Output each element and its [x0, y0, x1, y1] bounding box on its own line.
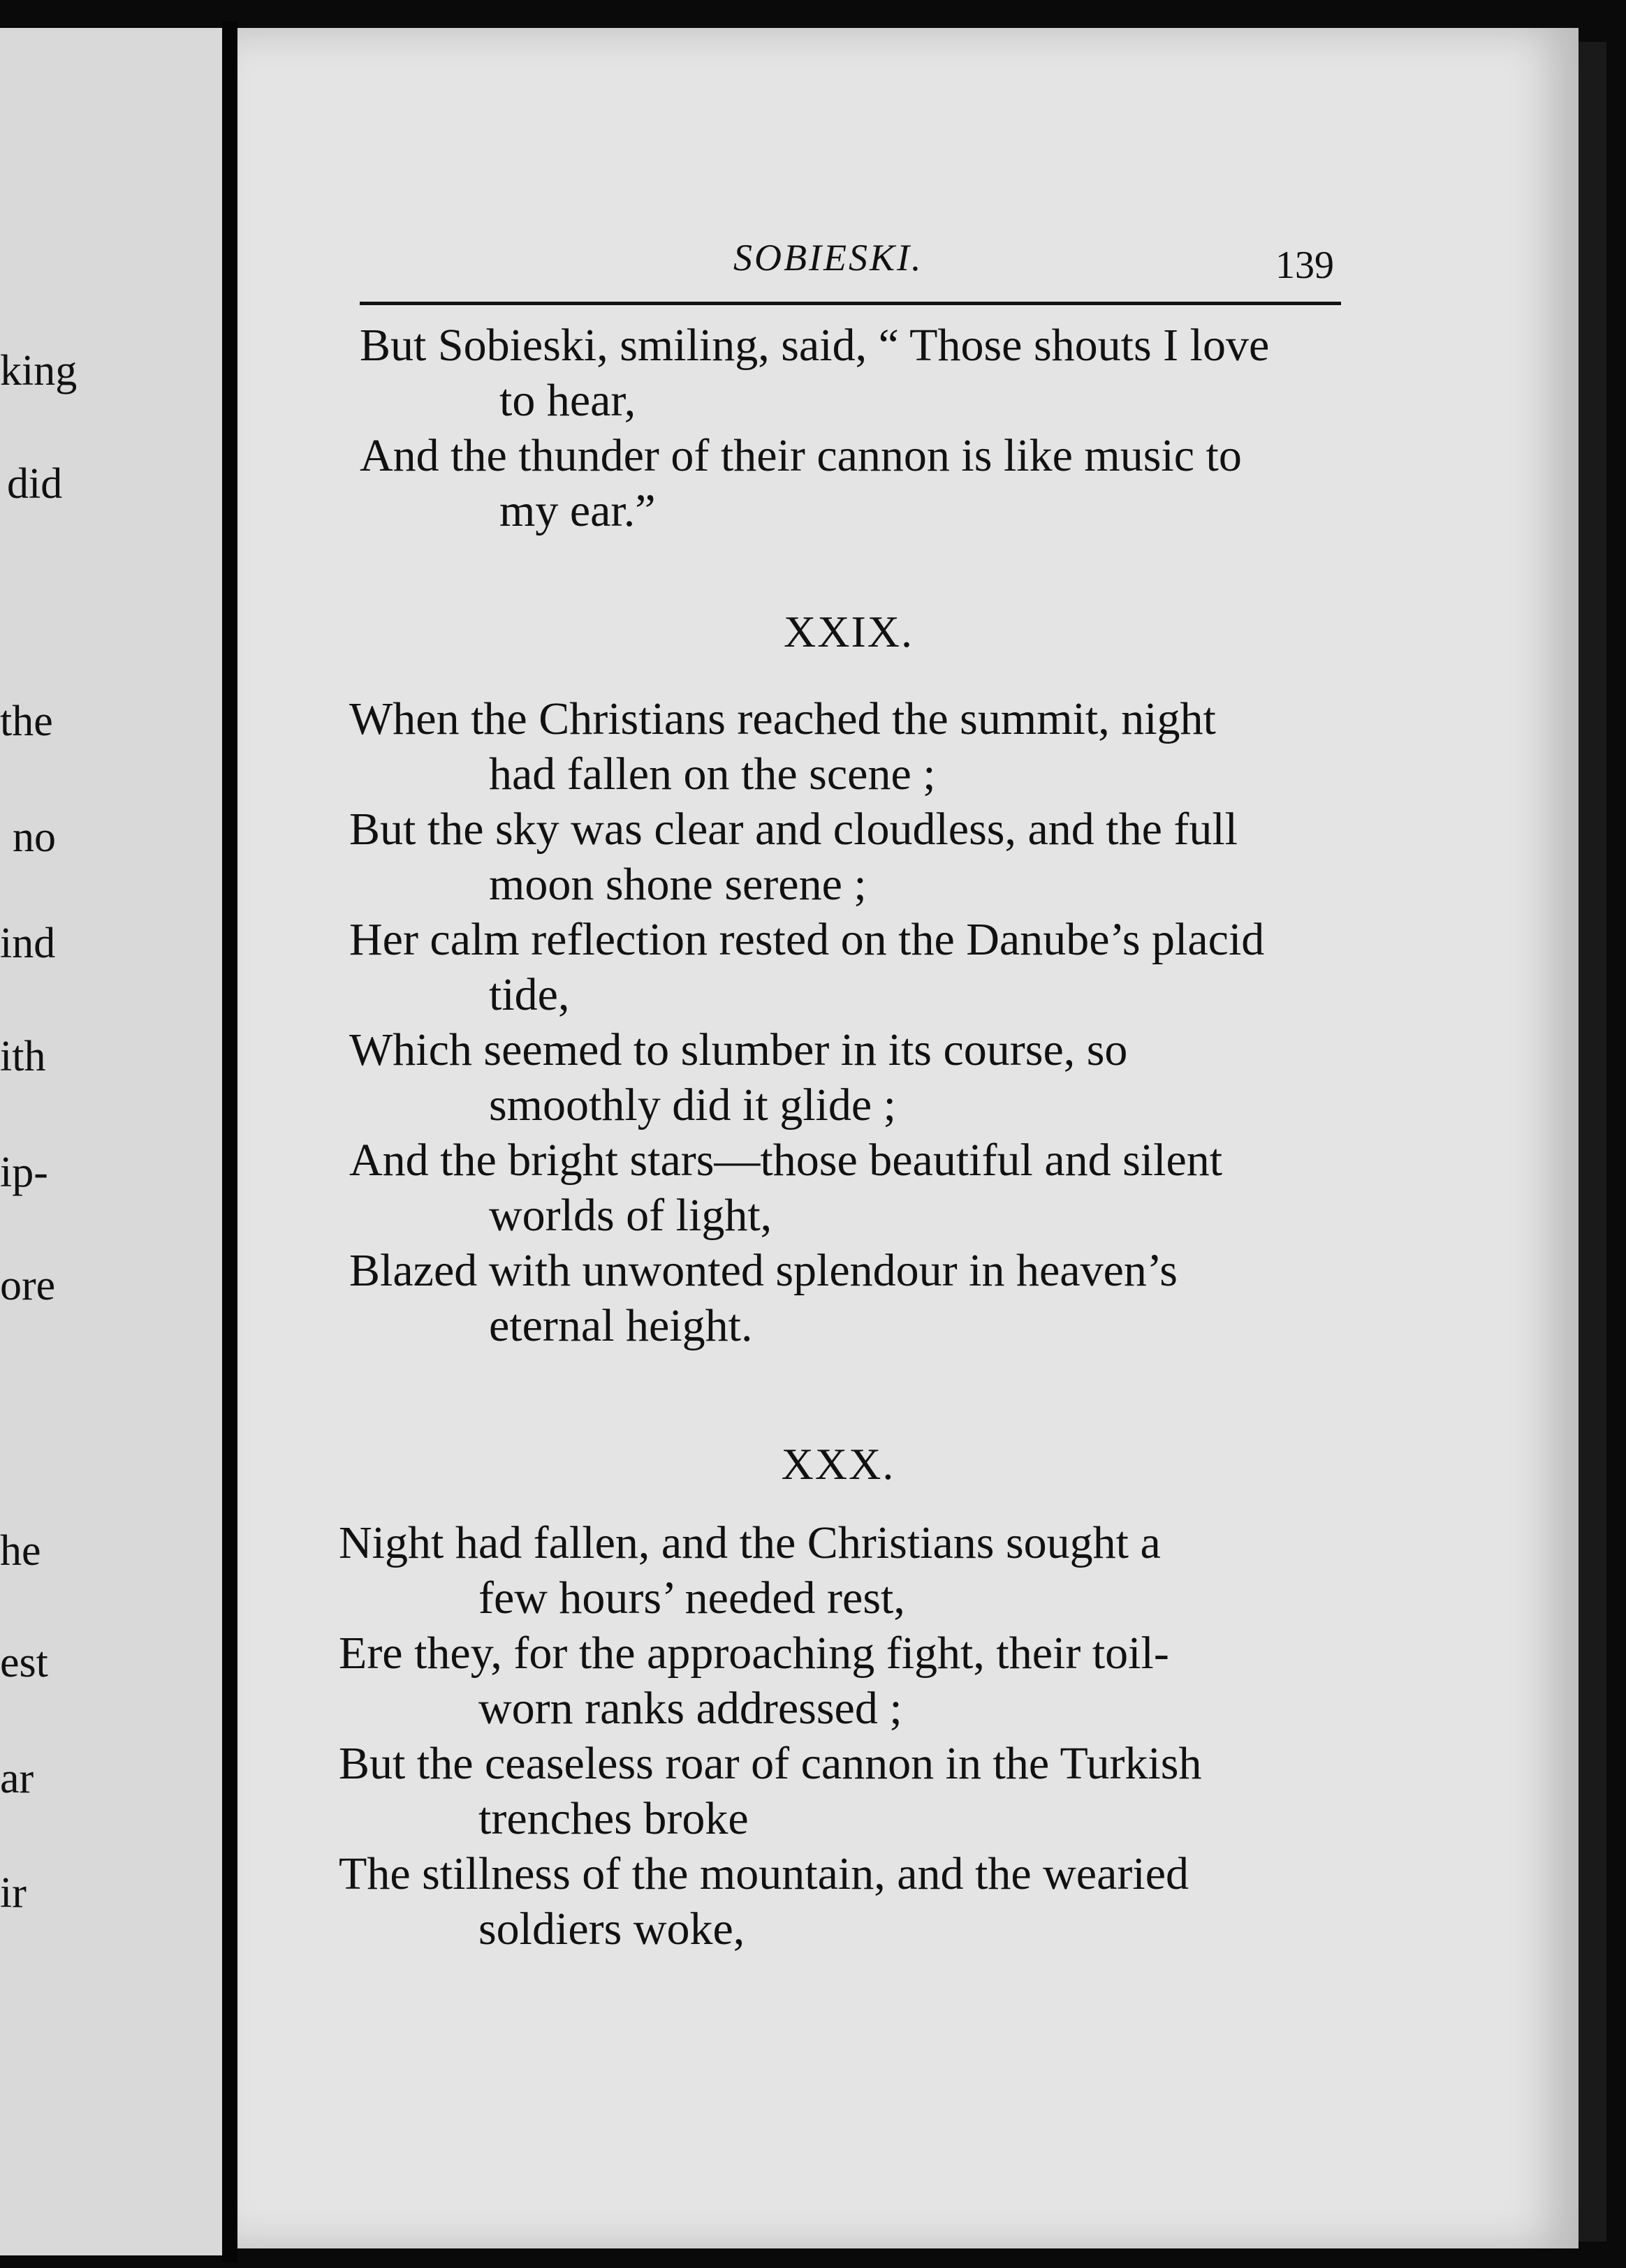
verse-line: And the thunder of their cannon is like music to	[360, 430, 1242, 481]
stanza-number: XXIX.	[784, 607, 914, 656]
verse-line-continuation: moon shone serene ;	[489, 859, 867, 910]
running-head: SOBIESKI.	[733, 237, 923, 279]
page-edge-shadow	[1579, 42, 1606, 2241]
left-page-fragment: ar	[0, 1755, 34, 1802]
left-page-edge	[0, 28, 222, 2255]
verse-line: And the bright stars—those beautiful and silent	[349, 1135, 1223, 1186]
verse-line: But the sky was clear and cloudless, and the full	[349, 804, 1238, 855]
verse-line-continuation: had fallen on the scene ;	[489, 749, 936, 800]
verse-line-continuation: trenches broke	[478, 1793, 749, 1844]
left-page-fragment: king	[0, 347, 78, 395]
verse-line: Which seemed to slumber in its course, so	[349, 1024, 1128, 1075]
verse-line-continuation: my ear.”	[499, 485, 656, 536]
verse-block-stanza-xxx	[339, 1515, 1331, 1957]
left-page-fragment: ith	[0, 1033, 46, 1080]
verse-block-stanza-xxix	[349, 691, 1341, 1353]
verse-line-continuation: worn ranks addressed ;	[478, 1683, 902, 1734]
verse-line: But Sobieski, smiling, said, “ Those shouts I love	[360, 320, 1270, 371]
verse-line: Her calm reflection rested on the Danube’s placid	[349, 914, 1265, 965]
verse-line-continuation: worlds of light,	[489, 1190, 772, 1241]
verse-line-continuation: to hear,	[499, 375, 636, 426]
verse-line-continuation: eternal height.	[489, 1300, 753, 1351]
book-gutter	[222, 21, 237, 2262]
verse-line-continuation: few hours’ needed rest,	[478, 1573, 905, 1623]
verse-line-continuation: tide,	[489, 969, 570, 1020]
verse-line: But the ceaseless roar of cannon in the Turkish	[339, 1738, 1202, 1789]
left-page-fragment: est	[0, 1639, 48, 1686]
verse-line: When the Christians reached the summit, night	[349, 693, 1216, 744]
left-page-fragment: no	[13, 813, 56, 861]
left-page-fragment: ind	[0, 920, 56, 967]
verse-line: Blazed with unwonted splendour in heaven’s	[349, 1245, 1178, 1296]
verse-line: Ere they, for the approaching fight, their toil-	[339, 1628, 1169, 1679]
left-page-fragment: ip-	[0, 1149, 48, 1196]
verse-block-opening	[360, 318, 1352, 538]
left-page-fragment: he	[0, 1527, 41, 1575]
verse-line: The stillness of the mountain, and the wearied	[339, 1848, 1189, 1899]
header-rule	[360, 302, 1341, 305]
stanza-number: XXX.	[781, 1439, 895, 1489]
left-page-fragment: did	[7, 460, 63, 508]
page-number: 139	[1275, 244, 1334, 287]
left-page-fragment: ore	[0, 1262, 56, 1309]
left-page-fragment: ir	[0, 1869, 27, 1917]
left-page-fragment: the	[0, 698, 53, 745]
verse-line: Night had fallen, and the Christians sought a	[339, 1517, 1161, 1568]
verse-line-continuation: smoothly did it glide ;	[489, 1080, 897, 1131]
verse-line-continuation: soldiers woke,	[478, 1904, 745, 1954]
